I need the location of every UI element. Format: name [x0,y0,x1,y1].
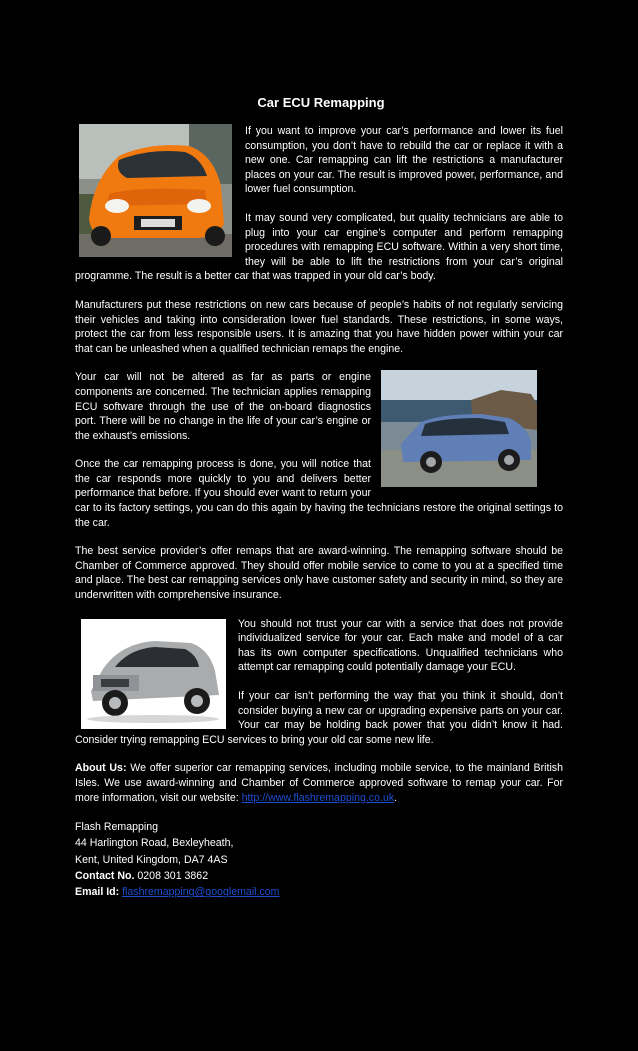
paragraph-2: It may sound very complicated, but quality technicians are able to plug into your car engine’s computer and perform remapping procedures with remapping ECU software. Within a very short time, they will be able to lift the restrictions from your car’s original programme. The result is a better car that was trapped in your old car’s body. [75,211,563,283]
paragraph-1: If you want to improve your car’s performance and lower its fuel consumption, you don’t have to rebuild the car or replace it with a new one. Car remapping can lift the restrictions a manufacturer places on your car. The result is improved power, performance, and lower fuel consumption. [245,125,563,196]
about-us-label: About Us: [75,762,127,775]
company-name: Flash Remapping [75,821,159,834]
email-line [75,884,563,900]
blue-car-image [381,370,537,487]
about-us-paragraph [75,761,563,805]
document-title: Car ECU Remapping [257,95,385,110]
orange-car-photo [79,124,232,257]
contact-block [75,819,563,900]
paragraph-4: Your car will not be altered as far as parts or engine components are concerned. The technician applies remapping ECU software through the use of the on-board diagnostics port. There will be no change in the life of your car’s engine or the exhaust’s emissions. [75,371,371,442]
orange-car-image [79,124,232,257]
paragraph-7: You should not trust your car with a service that does not provide individualized service for your car. Each make and model of a car has its own computer specifications. Unqualified technicians who attempt car remapping could potentially damage your ECU. [238,617,563,674]
document-body [75,94,563,901]
website-link[interactable]: http://www.flashremapping.co.uk [241,791,395,804]
email-label: Email Id: [75,886,120,899]
silver-suv-photo [81,619,226,729]
contact-label: Contact No. [75,870,135,883]
paragraph-5: Once the car remapping process is done, you will notice that the car responds more quickly to you and delivers better performance that before. If you should ever want to return your car to its factory settings, you can do this again by having the technicians restore the original settings to the car. [75,458,563,529]
paragraph-3: Manufacturers put these restrictions on new cars because of people’s habits of not regularly servicing their vehicles and taking into consideration lower fuel standards. These restrictions, in some ways, protect the car from less responsible users. It is amazing that you have hidden power within your car that can be unleashed when a qualified technician remaps the engine. [75,298,563,355]
about-us-text: We offer superior car remapping services, including mobile service, to the mainland British Isles. We use award-winning and Chamber of Commerce approved software to remap your car. For more information, visit our website: [75,762,563,804]
paragraph-6: The best service provider’s offer remaps that are award-winning. The remapping software should be Chamber of Commerce approved. They should offer mobile service to come to you at a specified time and place. The best car remapping services only have customer safety and security in mind, so they are underwritten with comprehensive insurance. [75,545,563,602]
blue-estate-car-photo [381,370,537,487]
contact-number: 0208 301 3862 [134,870,209,883]
email-link[interactable]: flashremapping@googlemail.com [122,886,280,899]
paragraph-8: If your car isn’t performing the way that you think it should, don’t consider buying a new car or upgrading expensive parts on your car. Your car may be holding back power that you didn’t know it had. Consider trying remapping ECU services to bring your old car some new life. [75,690,563,746]
contact-number-line [75,868,563,884]
address-line-1: 44 Harlington Road, Bexleyheath, [75,837,234,850]
about-us-end: . [394,791,398,804]
address-line-2: Kent, United Kingdom, DA7 4AS [75,853,228,866]
silver-suv-image [81,619,226,729]
